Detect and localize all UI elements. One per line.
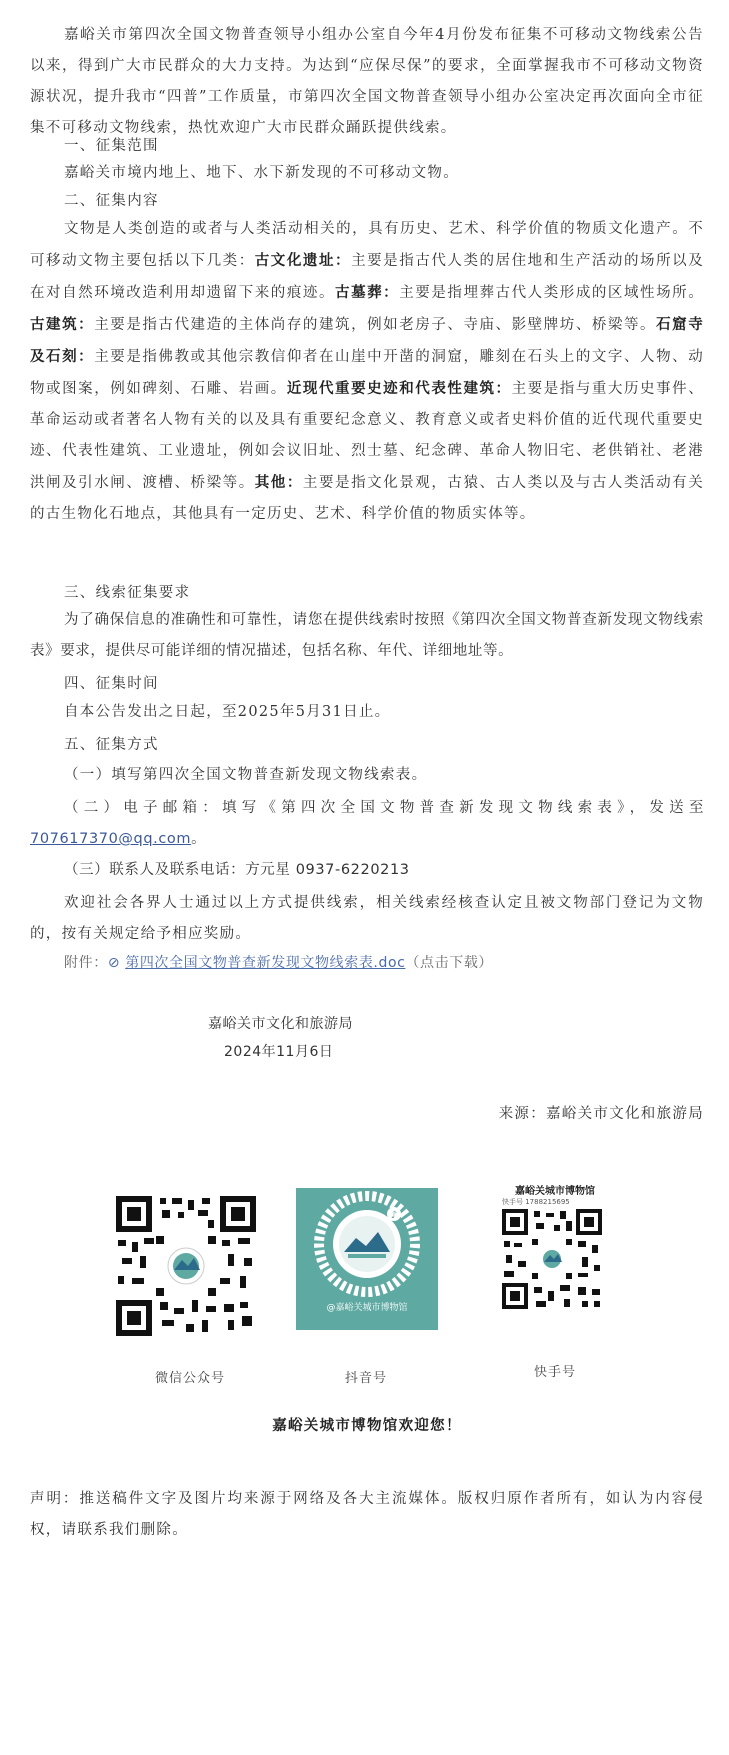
kuaishou-qr-code (502, 1209, 602, 1309)
douyin-qr-code (296, 1188, 438, 1306)
section-3-title: 三、线索征集要求 (64, 585, 191, 601)
wechat-caption: 微信公众号 (154, 1371, 225, 1386)
svg-text:♪: ♪ (390, 1210, 398, 1221)
source-line: 来源：嘉峪关市文化和旅游局 (498, 1106, 704, 1122)
signature-org: 嘉峪关市文化和旅游局 (208, 1016, 353, 1032)
s2-desc-6: 主要是指文化景观，古猿、古人类以及与古人类活动有关的古生物化石地点，其他具有一定历史、艺术、科学价值的物质实体等。 (30, 475, 705, 522)
section-2-title: 二、征集内容 (64, 193, 159, 209)
kuaishou-qr-card (490, 1182, 620, 1313)
attachment-download-link[interactable]: 第四次全国文物普查新发现文物线索表.doc (125, 955, 406, 971)
attachment-suffix: （点击下载） (405, 955, 494, 971)
section-2-body (30, 214, 704, 530)
wechat-qr-code (116, 1196, 256, 1336)
s2-desc-1: 主要是指古代人类的居住地和生产活动的场所以及在对自然环境改造利用却遗留下来的痕迹。 (30, 253, 704, 301)
s2-term-1: 古文化遗址： (254, 252, 352, 269)
method-2 (30, 793, 704, 855)
section-1-title: 一、征集范围 (64, 138, 159, 154)
paperclip-icon: ⊘ (107, 955, 121, 971)
kuaishou-title: 嘉峪关城市博物馆 (515, 1186, 595, 1197)
welcome-text: 嘉峪关城市博物馆欢迎您！ (272, 1417, 462, 1434)
method-1: （一）填写第四次全国文物普查新发现文物线索表。 (64, 767, 428, 783)
s2-desc-5: 主要是指与重大历史事件、革命运动或者著名人物有关的以及具有重要纪念意义、教育意义或者史料价值的近代现代重要史迹、代表性建筑、工业遗址，例如会议旧址、烈士墓、纪念碑、革命人物旧宅、老供销社、老港洪闸及引水闸、渡槽、桥梁等。 (30, 381, 704, 491)
closing-paragraph: 欢迎社会各界人士通过以上方式提供线索，相关线索经核查认定且被文物部门登记为文物的，按有关规定给予相应奖励。 (30, 895, 704, 942)
s2-term-3: 古建筑： (30, 316, 95, 333)
douyin-qr-card (296, 1188, 438, 1330)
signature-date: 2024年11月6日 (224, 1044, 334, 1060)
douyin-handle: @嘉峪关城市博物馆 (326, 1303, 408, 1313)
kuaishou-caption: 快手号 (533, 1365, 576, 1380)
douyin-caption: 抖音号 (344, 1371, 387, 1386)
s2-term-6: 其他： (254, 474, 303, 491)
method-2-end: 。 (191, 831, 207, 847)
method-2-text: （二）电子邮箱：填写《第四次全国文物普查新发现文物线索表》，发送至 (64, 800, 704, 816)
attachment-label: 附件： (64, 955, 108, 971)
disclaimer-text: 声明：推送稿件文字及图片均来源于网络及各大主流媒体。版权归原作者所有，如认为内容侵权，请联系我们删除。 (30, 1491, 704, 1538)
section-4-title: 四、征集时间 (64, 676, 159, 692)
section-3-body: 为了确保信息的准确性和可靠性，请您在提供线索时按照《第四次全国文物普查新发现文物线索表》要求，提供尽可能详细的情况描述，包括名称、年代、详细地址等。 (30, 612, 704, 659)
attachment-line (64, 948, 493, 979)
method-3: （三）联系人及联系电话：方元星 0937-6220213 (64, 862, 410, 878)
email-link[interactable]: 707617370@qq.com (30, 831, 192, 847)
kuaishou-id: 快手号 1788215695 (502, 1198, 570, 1206)
s2-desc-2: 主要是指埋葬古代人类形成的区域性场所。 (399, 285, 704, 301)
intro-paragraph: 嘉峪关市第四次全国文物普查领导小组办公室自今年4月份发布征集不可移动文物线索公告以来，得到广大市民群众的大力支持。为达到“应保尽保”的要求，全面掌握我市不可移动文物资源状况，提升我市“四普”工作质量，市第四次全国文物普查领导小组办公室决定再次面向全市征集不可移动文物线索，热忱欢迎广大市民群众踊跃提供线索。 (30, 27, 704, 136)
s2-desc-4: 主要是指佛教或其他宗教信仰者在山崖中开凿的洞窟，雕刻在石头上的文字、人物、动物或图案，例如碑刻、石雕、岩画。 (30, 349, 704, 397)
section-4-body: 自本公告发出之日起，至2025年5月31日止。 (64, 704, 391, 720)
s2-desc-3: 主要是指古代建造的主体尚存的建筑，例如老房子、寺庙、影壁牌坊、桥梁等。 (94, 317, 657, 333)
s2-term-2: 古墓葬： (335, 284, 400, 301)
section-5-title: 五、征集方式 (64, 737, 159, 753)
s2-intro: 文物是人类创造的或者与人类活动相关的，具有历史、艺术、科学价值的物质文化遗产。不可移动文物主要包括以下几类： (30, 221, 704, 269)
s2-term-4: 石窟寺及石刻： (30, 316, 705, 365)
section-1-body: 嘉峪关市境内地上、地下、水下新发现的不可移动文物。 (64, 165, 459, 181)
s2-term-5: 近现代重要史迹和代表性建筑： (286, 380, 512, 397)
